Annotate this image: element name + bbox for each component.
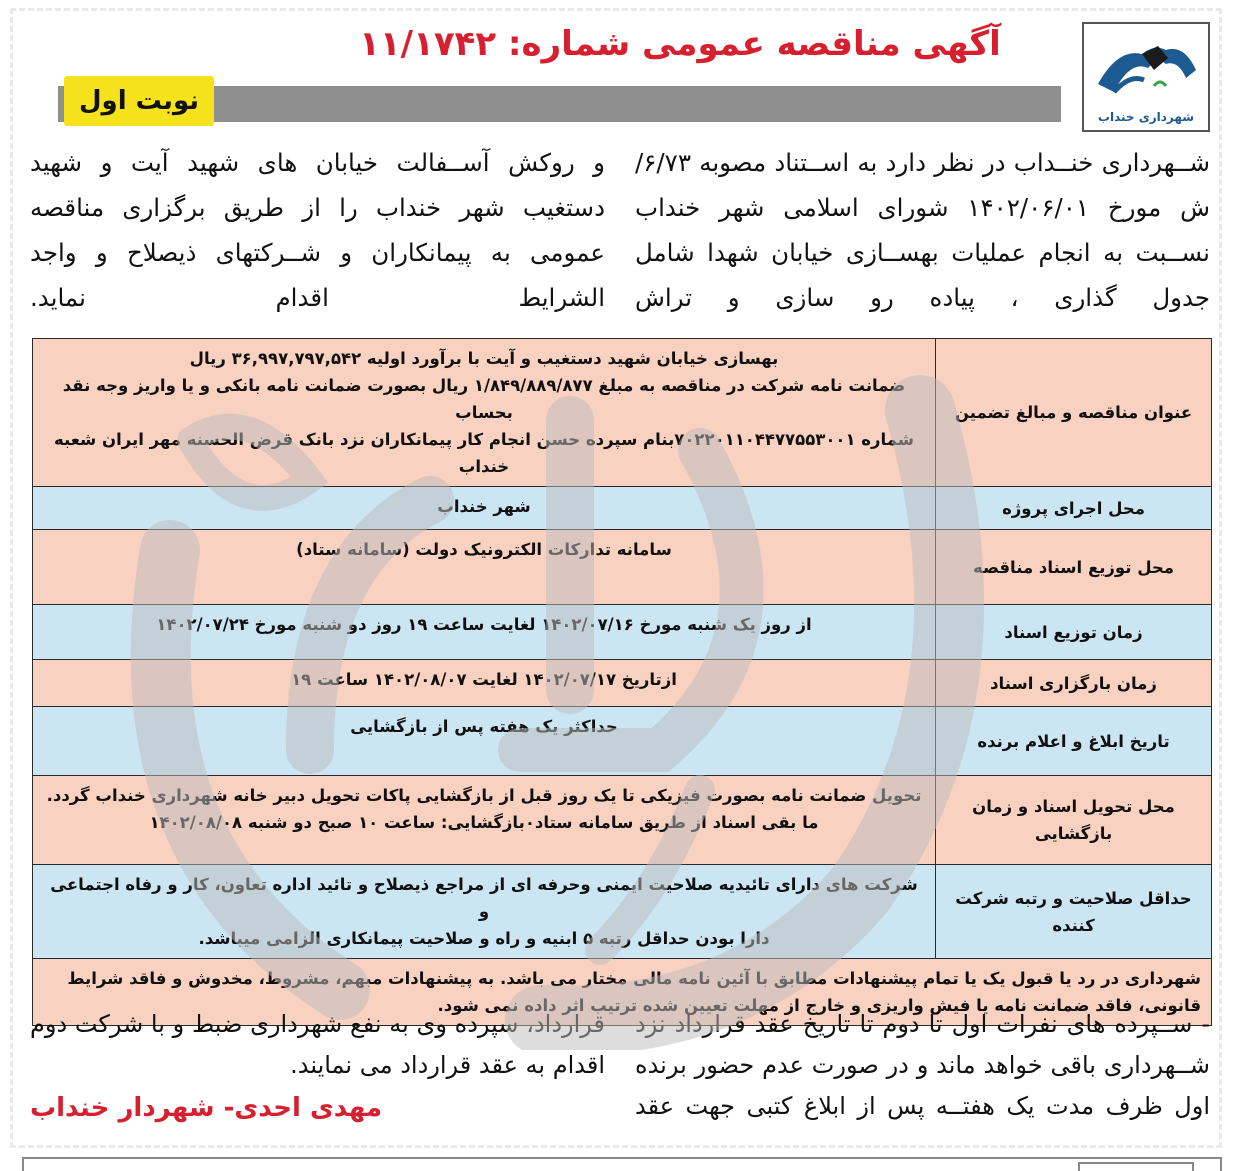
next-page-edge	[22, 1157, 1222, 1171]
row-content	[33, 339, 936, 487]
row-line: ازتاریخ ۱۴۰۲/۰۷/۱۷ لغایت ۱۴۰۲/۰۸/۰۷ ساعت ۱۹	[291, 670, 677, 689]
row-label: حداقل صلاحیت و رتبه شرکت کننده	[936, 865, 1212, 959]
row-line: ما بقی اسناد از طریق سامانه ستاد٠بازگشایی: ساعت ۱۰ صبح دو شنبه ۱۴۰۲/۰۸/۰۸	[149, 813, 819, 832]
next-page-logo-edge	[1078, 1162, 1194, 1171]
municipality-logo	[1082, 22, 1210, 132]
row-content	[33, 865, 936, 959]
table-row	[33, 776, 1212, 865]
intro-right-column: شــهرداری خنــداب در نظر دارد به اســتناد مصوبه ۶/۷۳/ش مورخ ۱۴۰۲/۰۶/۰۱ شورای اسلامی شهر خنداب نســبت به انجام عملیات بهســازی خیابان شهدا شامل جدول گذاری ، پیاده رو سازی و تراش	[635, 148, 1210, 312]
closing-right-column: - ســپرده های نفرات اول تا دوم تا تاریخ عقد قرارداد نزد شــهرداری باقی خواهد ماند و در صورت عدم حضور برنده اول ظرف مدت یک هفتــه پس از ابلاغ کتبی جهت عقد	[635, 1010, 1210, 1120]
row-line: تحویل ضمانت نامه بصورت فیزیکی تا یک روز قبل از بازگشایی پاکات تحویل دبیر خانه شهرداری خنداب گردد.	[46, 786, 922, 805]
row-line: ضمانت نامه شرکت در مناقصه به مبلغ ۱/۸۴۹/۸۸۹/۸۷۷ ریال بصورت ضمانت نامه بانکی و یا واریز وجه نقد بحساب	[62, 376, 906, 422]
row-label: محل اجرای پروژه	[936, 487, 1212, 530]
row-line: شهر خنداب	[437, 497, 531, 516]
table-row	[33, 339, 1212, 487]
signature: مهدی احدی- شهردار خنداب	[30, 1093, 383, 1123]
row-content	[33, 487, 936, 530]
row-content	[33, 660, 936, 707]
round-badge: نوبت اول	[64, 76, 214, 126]
row-line: دارا بودن حداقل رتبه ۵ ابنیه و راه و صلاحیت پیمانکاری الزامی میباشد.	[198, 929, 770, 948]
row-content	[33, 530, 936, 605]
intro-left-column: و روکش آســفالت خیابان های شهید آیت و شهید دستغیب شهر خنداب را از طریق برگزاری مناقصه عمومی به پیمانکاران و شــرکتهای ذیصلاح و واجد الشرایط اقدام نماید.	[30, 148, 605, 312]
table-row	[33, 707, 1212, 776]
row-content	[33, 605, 936, 660]
tender-table	[32, 338, 1212, 1026]
row-line: حداكثر یک هفته پس از بازگشایی	[350, 717, 618, 736]
table-footer-note: شهرداری در رد یا قبول یک یا تمام پیشنهادات مطابق با آئین نامه مالی مختار می باشد. به پیشنهادات مبهم، مشروط، مخدوش و فاقد شرایط قانونی، فاقد ضمانت نامه یا فیش واریزی و خارج از مهلت تعیین شده ترتیب اثر داده نمی شود.	[33, 959, 1212, 1026]
row-line: از روز یک شنبه مورخ ۱۴۰۲/۰۷/۱۶ لغایت ساعت ۱۹ روز دو شنبه مورخ ۱۴۰۲/۰۷/۲۴	[156, 615, 812, 634]
table-row	[33, 605, 1212, 660]
row-line: سامانه تداركات الكترونیک دولت (سامانه ستاد)	[296, 540, 672, 559]
row-label: تاریخ ابلاغ و اعلام برنده	[936, 707, 1212, 776]
row-label: زمان توزیع اسناد	[936, 605, 1212, 660]
table-row	[33, 487, 1212, 530]
page-title: آگهی مناقصه عمومی شماره: ۱۱/۱۷۴۲	[359, 24, 1001, 64]
row-content	[33, 707, 936, 776]
closing-left-text: قرارداد، سپرده وی به نفع شهرداری ضبط و با شرکت دوم اقدام به عقد قرارداد می نمایند.	[30, 1010, 605, 1079]
logo-text: شهرداری خنداب	[1097, 110, 1195, 124]
table-row	[33, 530, 1212, 605]
row-content	[33, 776, 936, 865]
row-label: محل تحویل اسناد و زمان بازگشایی	[936, 776, 1212, 865]
row-line: شرکت های دارای تائیدیه صلاحیت ایمنی وحرفه ای از مراجع ذیصلاح و تائید اداره تعاون، کار و رفاه اجتماعی و	[50, 875, 918, 921]
intro-paragraph	[30, 140, 1210, 320]
closing-left-column	[30, 1004, 605, 1134]
table-row	[33, 660, 1212, 707]
row-line: شماره ۷۰۲۲۰۱۱۰۴۴۷۷۵۵۳۰۰۱بنام سپرده حسن انجام کار پیمانکاران نزد بانک قرض الحسنه مهر ایران شعبه خنداب	[53, 430, 915, 476]
row-line: بهسازی خیابان شهید دستغیب و آیت با برآورد اولیه ۳۶,۹۹۷,۷۹۷,۵۴۲ ریال	[189, 349, 779, 368]
row-label: عنوان مناقصه و مبالغ تضمین	[936, 339, 1212, 487]
row-label: محل توزیع اسناد مناقصه	[936, 530, 1212, 605]
closing-paragraph	[30, 1004, 1210, 1134]
table-row	[33, 865, 1212, 959]
row-label: زمان بارگزاری اسناد	[936, 660, 1212, 707]
